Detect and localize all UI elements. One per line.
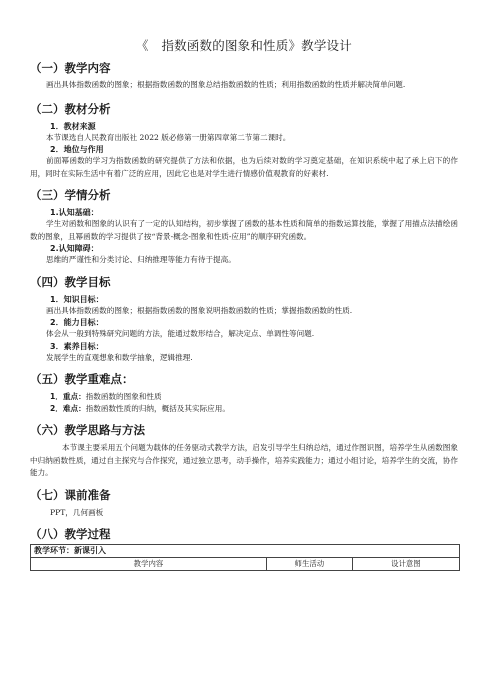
heading-teaching-goals: （四）教学目标 bbox=[30, 274, 111, 289]
table-header-activity: 师生活动 bbox=[266, 558, 352, 571]
literacy-goal-text: 发展学生的直观想象和数学抽象，逻辑推理. bbox=[46, 352, 193, 362]
table-row bbox=[31, 545, 460, 558]
ability-goal-text: 体会从一般到特殊研究问题的方法，能通过数形结合，解决定点、单调性等问题. bbox=[46, 329, 315, 338]
difficult-point-text: 指数函数性质的归纳，概括及其实际应用。 bbox=[85, 404, 230, 413]
heading-student-analysis: （三）学情分析 bbox=[30, 188, 111, 202]
position-role-text: 前面幂函数的学习为指数函数的研究提供了方法和依据，也为后续对数的学习奠定基础，在知识系统中起了承上启下的作用，同时在实际生活中有着广泛的应用，因此它也是对学生进行情感价值观教育的好素材. bbox=[30, 156, 458, 178]
table-env-cell: 教学环节：新课引入 bbox=[31, 545, 460, 558]
sub-textbook-source: 1．教材来源 bbox=[50, 121, 96, 131]
teaching-content-text: 画出具体指数函数的图象；根据指数函数的图象总结指数函数的性质；利用指数函数的性质并解决简单问题. bbox=[46, 80, 406, 89]
sub-cognitive-obstacle: 2.认知障碍： bbox=[50, 244, 99, 253]
key-point-item bbox=[30, 391, 458, 403]
difficult-point-item bbox=[30, 403, 458, 415]
heading-teaching-method: （六）教学思路与方法 bbox=[30, 423, 145, 437]
sub-literacy-goal: 3．素养目标： bbox=[50, 341, 104, 351]
heading-teaching-process: （八）教学过程 bbox=[30, 527, 111, 541]
doc-title: 《 指数函数的图象和性质》教学设计 bbox=[136, 38, 352, 53]
sub-ability-goal: 2．能力目标： bbox=[50, 318, 104, 327]
sub-position-role: 2．地位与作用 bbox=[50, 145, 104, 154]
teaching-process-table bbox=[30, 544, 460, 571]
table-header-content: 教学内容 bbox=[31, 558, 267, 571]
sub-knowledge-goal: 1．知识目标： bbox=[50, 294, 104, 304]
cognitive-basis-text: 学生对函数和图象的认识有了一定的认知结构，初步掌握了函数的基本性质和简单的指数运算技能，掌握了用描点法描绘函数的图象，且幂函数的学习提供了按“背景-概念-图象和性质-应用”的顺序研究函数。 bbox=[30, 219, 458, 241]
key-point-label: 1．重点： bbox=[50, 392, 86, 401]
heading-preparation: （七）课前准备 bbox=[30, 487, 111, 502]
key-point-text: 指数函数的图象和性质 bbox=[85, 392, 162, 401]
heading-textbook-analysis: （二）教材分析 bbox=[30, 101, 111, 116]
textbook-source-text: 本节课选自人民教育出版社 2022 版必修第一册第四章第二节第二课时。 bbox=[46, 132, 291, 142]
difficult-point-label: 2．难点： bbox=[50, 404, 86, 413]
table-header-intent: 设计意图 bbox=[352, 558, 459, 571]
table-row bbox=[31, 558, 460, 571]
knowledge-goal-text: 画出具体指数函数的图象；根据指数函数的图象说明指数函数的性质；掌握指数函数的性质. bbox=[46, 305, 353, 315]
heading-key-difficult: （五）教学重难点： bbox=[30, 372, 134, 386]
preparation-text: PPT，几何画板 bbox=[50, 507, 104, 517]
cognitive-obstacle-text: 思维的严谨性和分类讨论、归纳推理等能力有待于提高。 bbox=[46, 255, 236, 264]
sub-cognitive-basis: 1.认知基础： bbox=[50, 208, 99, 217]
teaching-method-text: 本节课主要采用五个问题为载体的任务驱动式教学方法，启发引导学生归纳总结，通过作图识图，培养学生从函数图象中归纳函数性质，通过自主探究与合作探究，通过独立思考，动手操作，培养实践能力；通过小组讨论，培养学生的交流，协作能力。 bbox=[30, 443, 458, 477]
heading-teaching-content: （一）教学内容 bbox=[30, 61, 111, 75]
